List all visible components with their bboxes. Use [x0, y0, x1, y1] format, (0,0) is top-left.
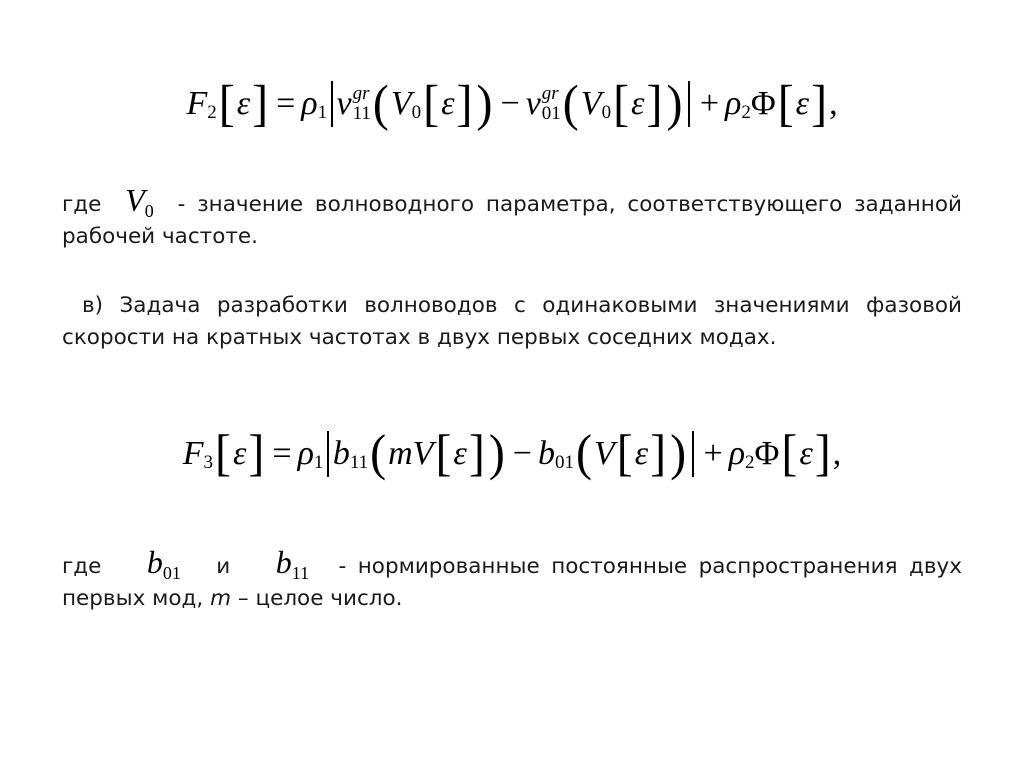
equation-f3: F 3 [ ε ] = ρ 1 b 11 ( m V [ ε ] ) − b 01 ( V [ ε ] ) + ρ 2 Φ [ ε ] , — [182, 425, 842, 482]
abs-bar-left — [331, 81, 332, 127]
eq1-rho: ρ — [301, 85, 318, 122]
eq1-equals: = — [276, 85, 296, 122]
eq1-F-sub: 2 — [207, 101, 217, 123]
symbol-m: m — [210, 586, 232, 611]
symbol-b01: b01 — [146, 544, 181, 583]
symbol-b11: b11 — [275, 544, 310, 583]
equation-f2: F 2 [ ε ] = ρ 1 v gr 11 ( V 0 [ ε ] ) − v gr 01 ( V 0 [ ε ] ) + ρ 2 Φ [ ε ] , — [186, 75, 838, 132]
symbol-v0: V0 — [125, 182, 154, 221]
paragraph-v0-definition: где V0 - значение волноводного параметра, соответствующего заданной рабочей частоте. — [62, 182, 962, 249]
eq1-eps: ε — [236, 85, 251, 122]
paragraph-b-definition: где b01 и b11 - нормированные постоянные распространения двух первых мод, m – целое число. — [62, 544, 962, 611]
abs-bar-right — [688, 81, 689, 127]
eq1-F: F — [186, 85, 208, 122]
paragraph-task-v: в) Задача разработки волноводов с одинаковыми значениями фазовой скорости на кратных частотах в двух первых соседних модах. — [62, 293, 962, 350]
